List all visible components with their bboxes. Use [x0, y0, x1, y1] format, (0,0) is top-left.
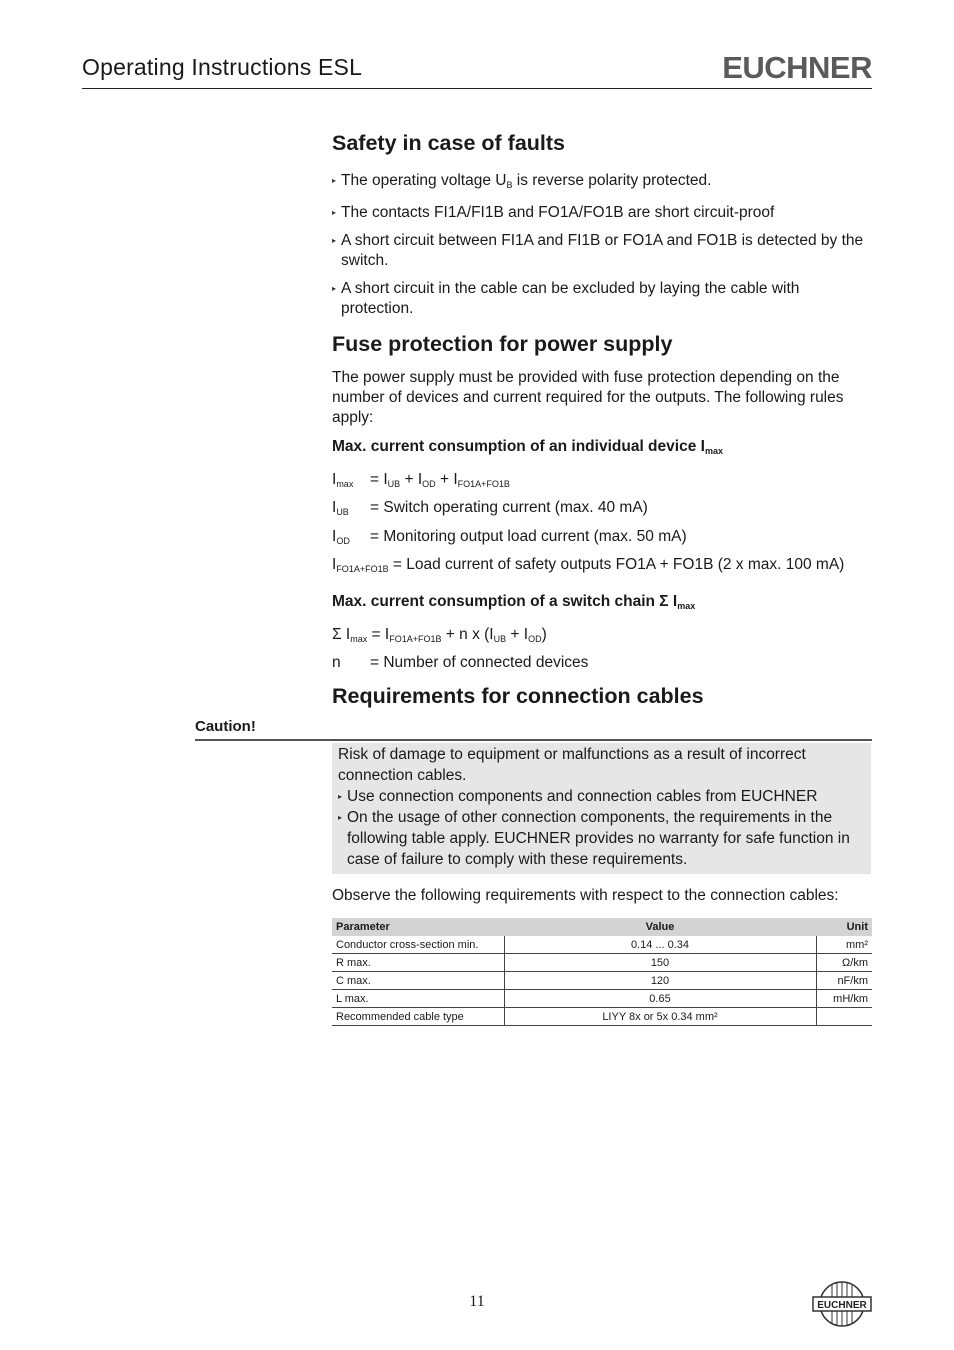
equation-n: n = Number of connected devices — [332, 654, 589, 671]
table-row: Conductor cross-section min. 0.14 ... 0.34 mm² — [332, 936, 872, 954]
section-fuse-protection — [332, 334, 872, 673]
table-row: R max. 150 Ω/km — [332, 954, 872, 972]
caution-text: Risk of damage to equipment or malfunctions as a result of incorrect connection cables. — [338, 746, 806, 784]
table-row: Recommended cable type LIYY 8x or 5x 0.34 mm² — [332, 1008, 872, 1026]
equation-imax: $I_{max}$ = $I_{UB} + I_{OD} + I_{FO1A+FO1B}$ — [332, 471, 510, 489]
caution-box — [332, 743, 871, 874]
bullet-item: ▸ The operating voltage $U_B$ is reverse polarity protected. — [332, 172, 712, 190]
subheading-chain: Max. current consumption of a switch chain Σ $I_{max}$ — [332, 593, 696, 611]
bullet-arrow-icon: ▸ — [332, 208, 337, 217]
table-header: Value — [504, 918, 816, 936]
page-number: 11 — [469, 1293, 485, 1310]
table-header: Parameter — [332, 918, 504, 936]
table-row: L max. 0.65 mH/km — [332, 990, 872, 1008]
equation-iod: $I_{OD}$ = Monitoring output load current (max. 50 mA) — [332, 528, 687, 546]
bullet-item: ▸ A short circuit in the cable can be excluded by laying the cable with protection. — [332, 280, 800, 317]
observe-paragraph: Observe the following requirements with respect to the connection cables: — [332, 887, 839, 904]
section-heading: Safety in case of faults — [332, 131, 565, 155]
section-safety-faults — [332, 133, 872, 319]
document-title: Operating Instructions ESL — [82, 54, 363, 80]
bullet-arrow-icon: ▸ — [338, 792, 343, 801]
bullet-item: ▸ The contacts FI1A/FI1B and FO1A/FO1B are short circuit-proof — [332, 204, 775, 221]
header-divider — [82, 88, 872, 89]
caution-bullet: ▸ On the usage of other connection components, the requirements in the following table apply. EUCHNER provides no warranty for safe function in case of failure to comply with these requirements. — [338, 809, 850, 868]
intro-paragraph: The power supply must be provided with fuse protection depending on the number of devices and current required for the outputs. The following rules apply: — [332, 369, 844, 426]
caution-label: Caution! — [195, 718, 256, 735]
bullet-arrow-icon: ▸ — [332, 236, 337, 245]
bullet-arrow-icon: ▸ — [332, 176, 337, 185]
bullet-arrow-icon: ▸ — [338, 813, 343, 822]
caution-divider — [195, 739, 872, 741]
bullet-arrow-icon: ▸ — [332, 284, 337, 293]
equation-sum: Σ $I_{max} = I_{FO1A+FO1B} + n$ x $(I_{UB} + I_{OD})$ — [332, 626, 547, 644]
equation-ifo: $I_{FO1A+FO1B}$ = Load current of safety outputs FO1A + FO1B (2 x max. 100 mA) — [332, 556, 845, 574]
subheading-individual: Max. current consumption of an individual device $I_{max}$ — [332, 438, 723, 456]
brand-logo: EUCHNER — [722, 50, 872, 85]
table-row: C max. 120 nF/km — [332, 972, 872, 990]
section-heading: Requirements for connection cables — [332, 684, 704, 708]
section-connection-cables — [332, 686, 872, 706]
euchner-seal-logo — [812, 1280, 872, 1328]
table-header: Unit — [816, 918, 872, 936]
bullet-item: ▸ A short circuit between FI1A and FI1B or FO1A and FO1B is detected by the switch. — [332, 232, 864, 269]
cable-requirements-table — [332, 918, 872, 1026]
section-heading: Fuse protection for power supply — [332, 332, 673, 356]
equation-iub: $I_{UB}$ = Switch operating current (max. 40 mA) — [332, 499, 648, 517]
logo-text: EUCHNER — [817, 1300, 867, 1311]
caution-bullet: ▸ Use connection components and connection cables from EUCHNER — [338, 788, 818, 805]
